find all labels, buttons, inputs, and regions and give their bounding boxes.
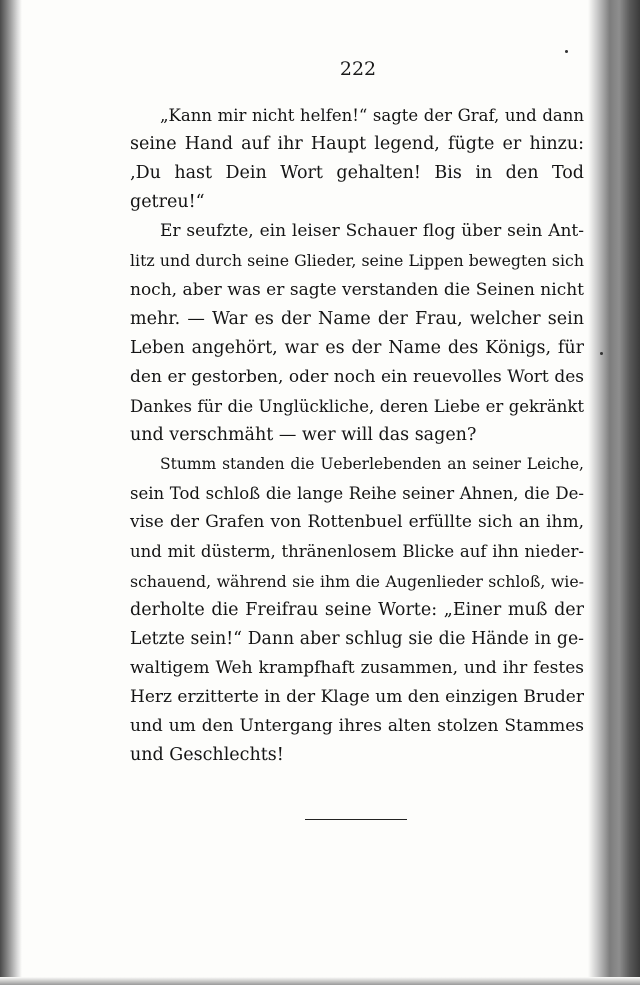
text-line: und mit düsterm, thränenlosem Blicke auf ihn nieder- <box>130 542 584 562</box>
text-line: litz und durch seine Glieder, seine Lippen bewegten sich <box>130 251 584 271</box>
text-line: noch, aber was er sagte verstanden die Seinen nicht <box>130 279 584 300</box>
text-line: Letzte sein!“ Dann aber schlug sie die Hände in ge- <box>130 628 584 649</box>
text-line: waltigem Weh krampfhaft zusammen, und ihr festes <box>130 657 584 678</box>
paragraph <box>130 450 584 770</box>
text-line: Stumm standen die Ueberlebenden an seiner Leiche, <box>160 455 584 474</box>
text-line: ‚Du hast Dein Wort gehalten! Bis in den Tod <box>130 163 584 184</box>
text-line: Dankes für die Unglückliche, deren Liebe er gekränkt <box>130 396 584 416</box>
scan-shadow-left <box>0 0 22 985</box>
scan-speck <box>565 50 568 53</box>
text-line: schauend, während sie ihm die Augenlieder schloß, wie- <box>130 571 584 591</box>
text-line: den er gestorben, oder noch ein reuevolles Wort des <box>130 366 584 387</box>
text-line: „Kann mir nicht helfen!“ sagte der Graf, und dann <box>160 106 584 125</box>
text-line: und Geschlechts! <box>130 745 284 766</box>
text-line: derholte die Freifrau seine Worte: „Einer muß der <box>130 599 584 620</box>
text-line: seine Hand auf ihr Haupt legend, fügte er hinzu: <box>130 134 584 155</box>
paragraph <box>130 217 584 450</box>
scan-shadow-right <box>588 0 640 985</box>
scan-shadow-bottom <box>0 977 640 985</box>
page-number: 222 <box>339 58 377 80</box>
text-line: sein Tod schloß die lange Reihe seiner Ahnen, die De- <box>130 484 584 504</box>
text-line: Herz erzitterte in der Klage um den einzigen Bruder <box>130 686 584 707</box>
body-text <box>130 101 584 770</box>
text-line: Er seufzte, ein leiser Schauer flog über sein Ant- <box>160 221 584 242</box>
text-line: und um den Untergang ihres alten stolzen Stammes <box>130 715 584 736</box>
text-line: mehr. — War es der Name der Frau, welcher sein <box>130 308 584 329</box>
text-line: Leben angehört, war es der Name des Königs, für <box>130 337 584 358</box>
paragraph <box>130 101 584 217</box>
scan-speck <box>600 352 603 355</box>
text-line: und verschmäht — wer will das sagen? <box>130 425 477 446</box>
end-of-chapter-rule <box>305 819 407 820</box>
text-line: getreu!“ <box>130 192 205 213</box>
text-line: vise der Grafen von Rottenbuel erfüllte sich an ihm, <box>130 512 584 533</box>
